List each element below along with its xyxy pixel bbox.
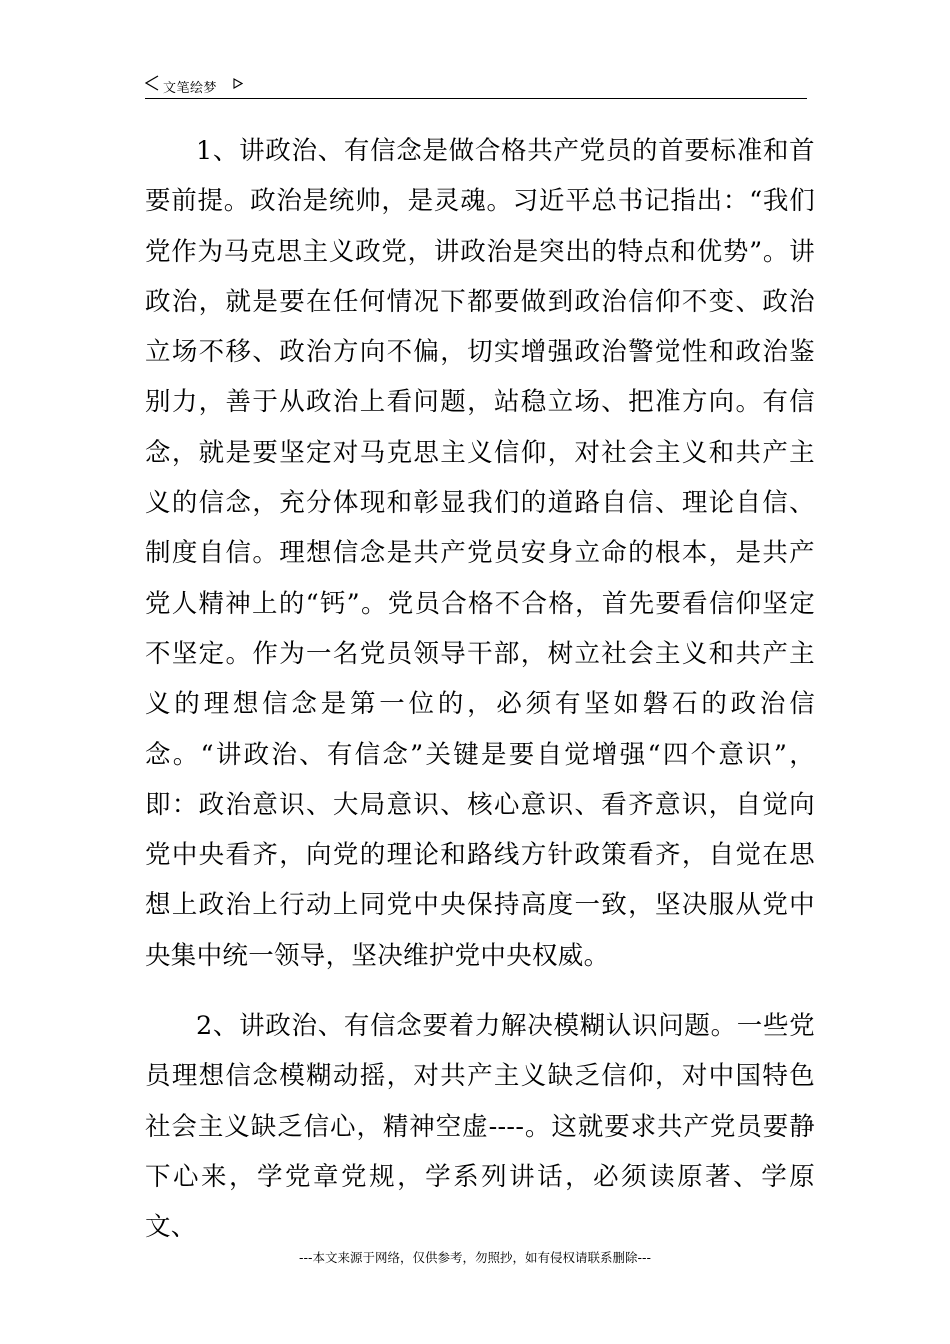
triangle-left-icon [145,75,159,91]
document-body [145,126,815,1253]
paragraph-2: 2、讲政治、有信念要着力解决模糊认识问题。一些党员理想信念模糊动摇，对共产主义缺乏信仰，对中国特色社会主义缺乏信心，精神空虚----。这就要求共产党员要静下心来，学党章党规，学系列讲话，必须读原著、学原文、 [145,1011,815,1243]
triangle-right-icon [233,78,243,89]
page-header [145,72,807,99]
paragraph-1: 1、讲政治、有信念是做合格共产党员的首要标准和首要前提。政治是统帅，是灵魂。习近平总书记指出：“我们党作为马克思主义政党，讲政治是突出的特点和优势”。讲政治，就是要在任何情况下都要做到政治信仰不变、政治立场不移、政治方向不偏，切实增强政治警觉性和政治鉴别力，善于从政治上看问题，站稳立场、把准方向。有信念，就是要坚定对马克思主义信仰，对社会主义和共产主义的信念，充分体现和彰显我们的道路自信、理论自信、制度自信。理想信念是共产党员安身立命的根本，是共产党人精神上的“钙”。党员合格不合格，首先要看信仰坚定不坚定。作为一名党员领导干部，树立社会主义和共产主义的理想信念是第一位的，必须有坚如磐石的政治信念。“讲政治、有信念”关键是要自觉增强“四个意识”，即：政治意识、大局意识、核心意识、看齐意识，自觉向党中央看齐，向党的理论和路线方针政策看齐，自觉在思想上政治上行动上同党中央保持高度一致，坚决服从党中央集中统一领导，坚决维护党中央权威。 [145,136,815,971]
footer-disclaimer: ---本文来源于网络，仅供参考，勿照抄，如有侵权请联系删除--- [298,1250,652,1265]
header-title: 文笔绘梦 [163,81,218,96]
